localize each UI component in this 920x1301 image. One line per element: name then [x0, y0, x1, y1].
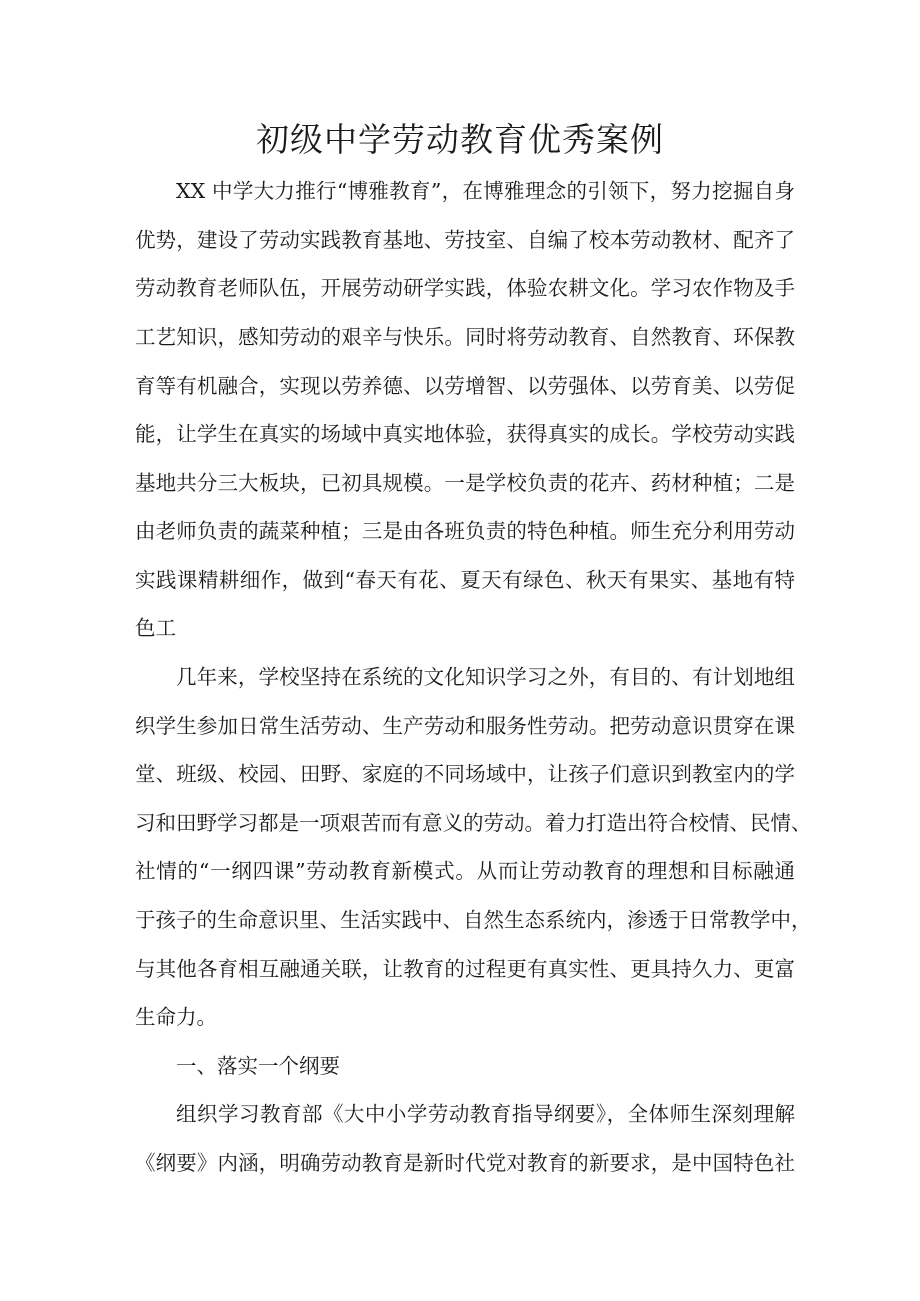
text-line: 习和田野学习都是一项艰苦而有意义的劳动。着力打造出符合校情、民情、: [135, 811, 812, 835]
text-line: 社情的“一纲四课”劳动教育新模式。从而让劳动教育的理想和目标融通: [135, 859, 795, 883]
text-line: 堂、班级、校园、田野、家庭的不同场域中，让孩子们意识到教室内的学: [135, 762, 795, 786]
text-line: 于孩子的生命意识里、生活实践中、自然生态系统内，渗透于日常教学中，: [135, 908, 812, 932]
text-line: 育等有机融合，实现以劳养德、以劳增智、以劳强体、以劳育美、以劳促: [135, 374, 795, 398]
text-line: 《纲要》内涵，明确劳动教育是新时代党对教育的新要求，是中国特色社: [135, 1151, 795, 1175]
text-line: 基地共分三大板块，已初具规模。一是学校负责的花卉、药材种植；二是: [135, 471, 795, 495]
text-line: 色工: [135, 616, 176, 640]
section-heading-text: 一、落实一个纲要: [176, 1054, 340, 1078]
text-line: 实践课精耕细作，做到“春天有花、夏天有绿色、秋天有果实、基地有特: [135, 568, 795, 592]
text-line: XX 中学大力推行“博雅教育”，在博雅理念的引领下，努力挖掘自身: [176, 179, 795, 203]
text-line: 组织学习教育部《大中小学劳动教育指导纲要》，全体师生深刻理解: [176, 1102, 795, 1126]
text-line: 劳动教育老师队伍，开展劳动研学实践，体验农耕文化。学习农作物及手: [135, 276, 795, 300]
text-line: 与其他各育相互融通关联，让教育的过程更有真实性、更具持久力、更富: [135, 957, 795, 981]
text-line: 由老师负责的蔬菜种植；三是由各班负责的特色种植。师生充分利用劳动: [135, 519, 795, 543]
text-line: 织学生参加日常生活劳动、生产劳动和服务性劳动。把劳动意识贯穿在课: [135, 714, 795, 738]
text-line: 工艺知识，感知劳动的艰辛与快乐。同时将劳动教育、自然教育、环保教: [135, 325, 795, 349]
text-line: 几年来，学校坚持在系统的文化知识学习之外，有目的、有计划地组: [176, 665, 795, 689]
text-line: 能，让学生在真实的场域中真实地体验，获得真实的成长。学校劳动实践: [135, 422, 795, 446]
text-line: 优势，建设了劳动实践教育基地、劳技室、自编了校本劳动教材、配齐了: [135, 228, 795, 252]
document-title: 初级中学劳动教育优秀案例: [256, 120, 664, 159]
text-line: 生命力。: [135, 1005, 217, 1029]
